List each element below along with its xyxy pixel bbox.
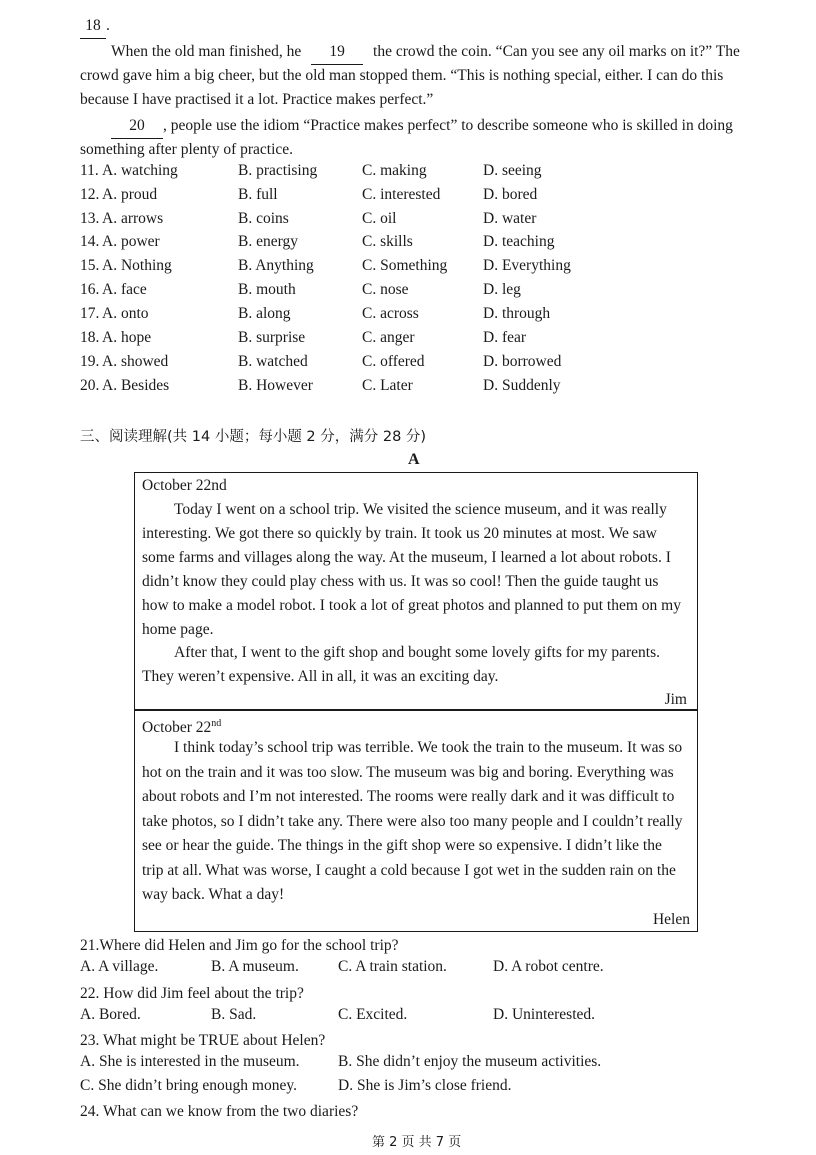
option-c: C. anger	[362, 329, 415, 346]
option-number: 16.	[80, 281, 100, 298]
diary-jim-box	[134, 472, 698, 710]
passage-line-1	[111, 40, 740, 65]
diary-line: see or hear the guide. The things in the gift shop were so expensive. I didn’t like the	[142, 837, 662, 854]
option-c: C. across	[362, 305, 419, 322]
question-option-b: B. A museum.	[211, 958, 299, 975]
passage-line-2: crowd gave him a big cheer, but the old man stopped them. “This is nothing special, either. I can do this	[80, 67, 724, 84]
passage-line-1-post: the crowd the coin. “Can you see any oil marks on it?” The	[373, 43, 740, 60]
diary-line: didn’t know they could play chess with us. It was so cool! Then the guide taught us	[142, 573, 659, 590]
question-option-c: C. Excited.	[338, 1006, 408, 1023]
option-d: D. seeing	[483, 162, 542, 179]
passage-line-4	[111, 114, 733, 139]
option-c: C. nose	[362, 281, 409, 298]
passage-line-5: something after plenty of practice.	[80, 141, 294, 158]
option-c: C. Later	[362, 377, 413, 394]
option-b: B. However	[238, 377, 313, 394]
option-a: A. arrows	[102, 210, 164, 227]
question-option-b: B. Sad.	[211, 1006, 257, 1023]
option-number: 14.	[80, 233, 100, 250]
option-c: C. interested	[362, 186, 441, 203]
option-b: B. Anything	[238, 257, 314, 274]
question-option-c: C. She didn’t bring enough money.	[80, 1077, 297, 1094]
diary-line: They weren’t expensive. All in all, it was an exciting day.	[142, 668, 499, 685]
option-number: 19.	[80, 353, 100, 370]
option-b: B. coins	[238, 210, 289, 227]
option-a: A. power	[102, 233, 160, 250]
option-c: C. skills	[362, 233, 413, 250]
option-number: 18.	[80, 329, 100, 346]
blank-18: 18 .	[80, 14, 110, 39]
question-option-a: A. A village.	[80, 958, 159, 975]
option-number: 15.	[80, 257, 100, 274]
question-option-a: A. She is interested in the museum.	[80, 1053, 300, 1070]
option-d: D. Everything	[483, 257, 571, 274]
option-d: D. Suddenly	[483, 377, 561, 394]
option-number: 11.	[80, 162, 99, 179]
option-c: C. oil	[362, 210, 397, 227]
diary-line: way back. What a day!	[142, 886, 285, 903]
option-a: A. hope	[102, 329, 152, 346]
option-d: D. through	[483, 305, 551, 322]
blank-19: 19	[311, 40, 363, 65]
diary-line: After that, I went to the gift shop and bought some lovely gifts for my parents.	[174, 644, 661, 661]
option-c: C. making	[362, 162, 427, 179]
question-option-a: A. Bored.	[80, 1006, 141, 1023]
question-stem: 22. How did Jim feel about the trip?	[80, 985, 304, 1002]
option-b: B. full	[238, 186, 278, 203]
option-number: 20.	[80, 377, 100, 394]
blank-20: 20	[111, 114, 163, 139]
diary-line: some farms and villages along the way. At the museum, I learned a lot about robots. I	[142, 549, 671, 566]
option-b: B. mouth	[238, 281, 296, 298]
question-stem: 23. What might be TRUE about Helen?	[80, 1032, 326, 1049]
option-b: B. along	[238, 305, 291, 322]
option-a: A. Nothing	[102, 257, 172, 274]
diary-helen-box	[134, 710, 698, 932]
option-a: A. showed	[102, 353, 169, 370]
diary-date: October 22nd	[142, 477, 227, 494]
option-number: 12.	[80, 186, 100, 203]
question-option-d: D. Uninterested.	[493, 1006, 596, 1023]
option-d: D. borrowed	[483, 353, 562, 370]
diary-signature: Helen	[652, 911, 690, 928]
option-a: A. proud	[102, 186, 158, 203]
diary-line: home page.	[142, 621, 214, 638]
diary-line: hot on the train and it was too slow. The museum was big and boring. Everything was	[142, 764, 674, 781]
option-a: A. face	[102, 281, 147, 298]
diary-line: interesting. We got there so quickly by train. It took us 20 minutes at most. We saw	[142, 525, 657, 542]
option-a: A. Besides	[102, 377, 170, 394]
diary-date-sup: nd	[211, 718, 222, 729]
passage-line-1-pre: When the old man finished, he	[111, 43, 302, 60]
question-option-d: D. She is Jim’s close friend.	[338, 1077, 512, 1094]
option-a: A. onto	[102, 305, 149, 322]
question-stem: 24. What can we know from the two diaries?	[80, 1103, 359, 1120]
option-c: C. Something	[362, 257, 448, 274]
option-a: A. watching	[102, 162, 178, 179]
question-option-b: B. She didn’t enjoy the museum activities.	[338, 1053, 602, 1070]
blank-18-number: 18	[80, 14, 106, 39]
diary-line: how to make a model robot. I took a lot of great photos and planned to put them on my	[142, 597, 681, 614]
diary-line: Today I went on a school trip. We visited the science museum, and it was really	[174, 501, 667, 518]
question-option-c: C. A train station.	[338, 958, 447, 975]
diary-line: take photos, so I didn’t take any. There were also too many people and I couldn’t really	[142, 813, 683, 830]
diary-date-main: October 22	[142, 719, 212, 737]
page-footer: 第 2 页 共 7 页	[372, 1135, 462, 1150]
option-d: D. fear	[483, 329, 527, 346]
diary-line: I think today’s school trip was terrible. We took the train to the museum. It was so	[174, 739, 683, 756]
option-b: B. practising	[238, 162, 318, 179]
passage-label: A	[408, 451, 420, 468]
option-d: D. water	[483, 210, 537, 227]
section-heading: 三、阅读理解(共 14 小题；每小题 2 分，满分 28 分)	[80, 429, 427, 445]
option-c: C. offered	[362, 353, 425, 370]
diary-line: about robots and I’m not interested. The rooms were really dark and it was difficult to	[142, 788, 675, 805]
option-d: D. leg	[483, 281, 521, 298]
option-b: B. energy	[238, 233, 298, 250]
option-b: B. surprise	[238, 329, 306, 346]
diary-signature: Jim	[664, 691, 687, 708]
option-number: 13.	[80, 210, 100, 227]
passage-line-3: because I have practised it a lot. Practice makes perfect.”	[80, 91, 434, 108]
diary-line: trip at all. What was worse, I caught a cold because I got wet in the sudden rain on the	[142, 862, 676, 879]
question-stem: 21.Where did Helen and Jim go for the school trip?	[80, 937, 399, 954]
question-option-d: D. A robot centre.	[493, 958, 604, 975]
option-d: D. bored	[483, 186, 538, 203]
passage-line-4-post: , people use the idiom “Practice makes perfect” to describe someone who is skilled in doing	[163, 117, 733, 134]
option-b: B. watched	[238, 353, 308, 370]
option-number: 17.	[80, 305, 100, 322]
option-d: D. teaching	[483, 233, 555, 250]
